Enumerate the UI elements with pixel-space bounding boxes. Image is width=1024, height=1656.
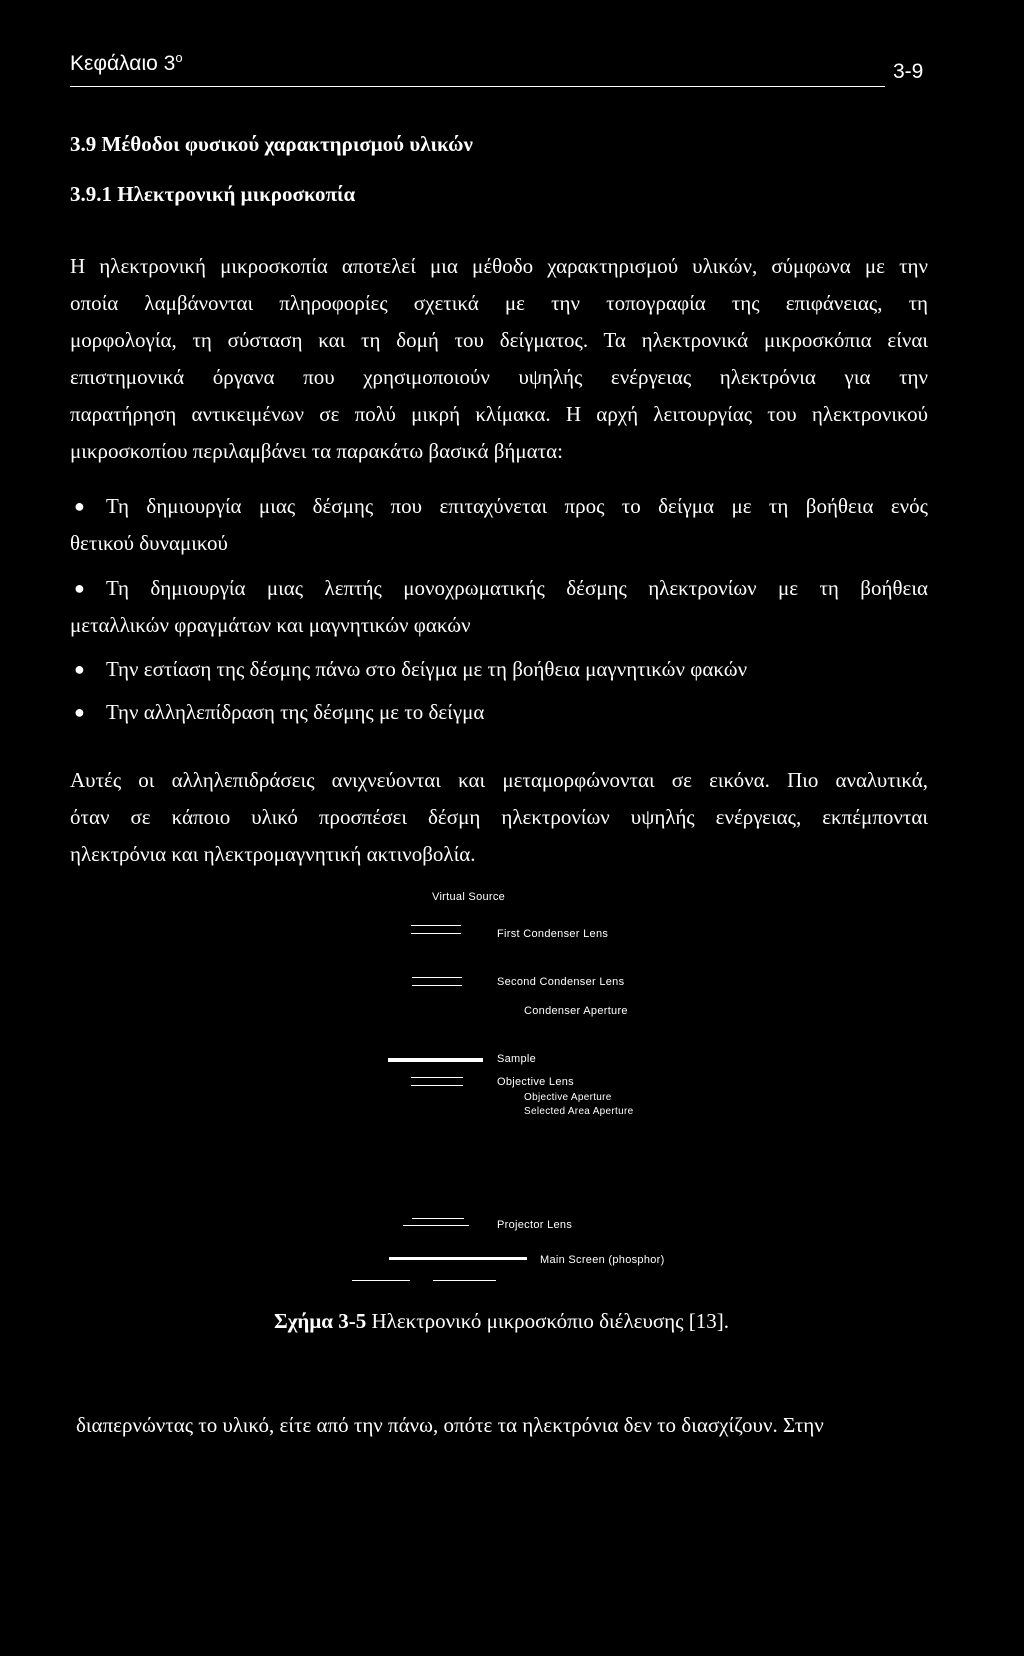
bullet-dot-icon: ● [74,578,85,598]
intro-paragraph [70,248,928,470]
section-title: 3.9 Μέθοδοι φυσικού χαρακτηρισμού υλικών [70,132,473,156]
bullet-item [106,694,928,731]
bottom-text-line: διαπερνώντας το υλικό, είτε από την πάνω, οπότε τα ηλεκτρόνια δεν το διασχίζουν. Στην [76,1413,824,1437]
objective-lens [411,1085,463,1086]
projector-lens [403,1225,469,1226]
sample-label: Sample [497,1053,537,1065]
subsection-title: 3.9.1 Ηλεκτρονική μικροσκοπία [70,182,356,206]
selected-area-aperture-label: Selected Area Aperture [524,1106,634,1117]
chapter-label: Κεφάλαιο 3 [70,52,176,75]
after-paragraph [70,762,928,873]
second-condenser-lens [412,985,462,986]
bullet-line: Την εστίαση της δέσμης πάνω στο δείγμα με τη βοήθεια μαγνητικών φακών [106,657,748,681]
chapter-superscript: ο [175,50,183,65]
projector-lens-label: Projector Lens [497,1219,573,1231]
intro-line: μικροσκοπίου περιλαμβάνει τα παρακάτω βασικά βήματα: [70,439,563,463]
second-condenser-label: Second Condenser Lens [497,976,625,988]
page-number: 3-9 [893,60,924,83]
bullet-dot-icon: ● [74,659,85,679]
first-condenser-lens [411,933,461,934]
intro-line: επιστημονικά όργανα που χρησιμοποιούν υψηλής ενέργειας ηλεκτρόνια για την [70,365,928,389]
second-condenser-lens [412,977,462,978]
intro-line: Η ηλεκτρονική μικροσκοπία αποτελεί μια μέθοδο χαρακτηρισμού υλικών, σύμφωνα με την [70,254,928,278]
after-line: Αυτές οι αλληλεπιδράσεις ανιχνεύονται και μεταμορφώνονται σε εικόνα. Πιο αναλυτικά, [70,768,928,792]
header-rule [70,86,885,87]
sample-plate [388,1058,483,1062]
after-line: ηλεκτρόνια και ηλεκτρομαγνητική ακτινοβολία. [70,842,476,866]
tem-schematic-figure [0,880,1024,1300]
bullet-dot-icon: ● [74,702,85,722]
main-screen-label: Main Screen (phosphor) [540,1254,665,1266]
bullet-line: θετικού δυναμικού [70,531,228,555]
virtual-source-label: Virtual Source [432,891,506,903]
caption-label: Σχήμα 3-5 [274,1309,367,1333]
chapter-header [70,50,183,76]
after-line: όταν σε κάποιο υλικό προσπέσει δέσμη ηλεκτρονίων υψηλής ενέργειας, εκπέμπονται [70,805,928,829]
figure-caption [274,1309,729,1334]
bullet-line: Την αλληλεπίδραση της δέσμης με το δείγμα [106,700,485,724]
objective-lens-label: Objective Lens [497,1076,574,1088]
screen-support [352,1280,410,1281]
bullet-item [70,488,928,562]
first-condenser-lens [411,925,461,926]
bullet-dot-icon: ● [74,496,85,516]
bullet-line: Τη δημιουργία μιας δέσμης που επιταχύνεται προς το δείγμα με τη βοήθεια ενός [106,494,928,518]
condenser-aperture-label: Condenser Aperture [524,1005,628,1017]
caption-text: Ηλεκτρονικό μικροσκόπιο διέλευσης [13]. [366,1309,729,1333]
intro-line: μορφολογία, τη σύσταση και τη δομή του δείγματος. Τα ηλεκτρονικά μικροσκόπια είναι [70,328,928,352]
bullet-item [70,570,928,644]
intro-line: παρατήρηση αντικειμένων σε πολύ μικρή κλίμακα. Η αρχή λειτουργίας του ηλεκτρονικού [70,402,928,426]
bullet-line: μεταλλικών φραγμάτων και μαγνητικών φακών [70,613,471,637]
screen-support [433,1280,496,1281]
bullet-line: Τη δημιουργία μιας λεπτής μονοχρωματικής δέσμης ηλεκτρονίων με τη βοήθεια [106,576,928,600]
bullet-item [106,651,928,688]
first-condenser-label: First Condenser Lens [497,928,609,940]
objective-lens [411,1077,463,1078]
main-screen [389,1257,527,1260]
projector-lens [412,1218,464,1219]
intro-line: οποία λαμβάνονται πληροφορίες σχετικά με την τοπογραφία της επιφάνειας, τη [70,291,928,315]
objective-aperture-label: Objective Aperture [524,1092,612,1103]
